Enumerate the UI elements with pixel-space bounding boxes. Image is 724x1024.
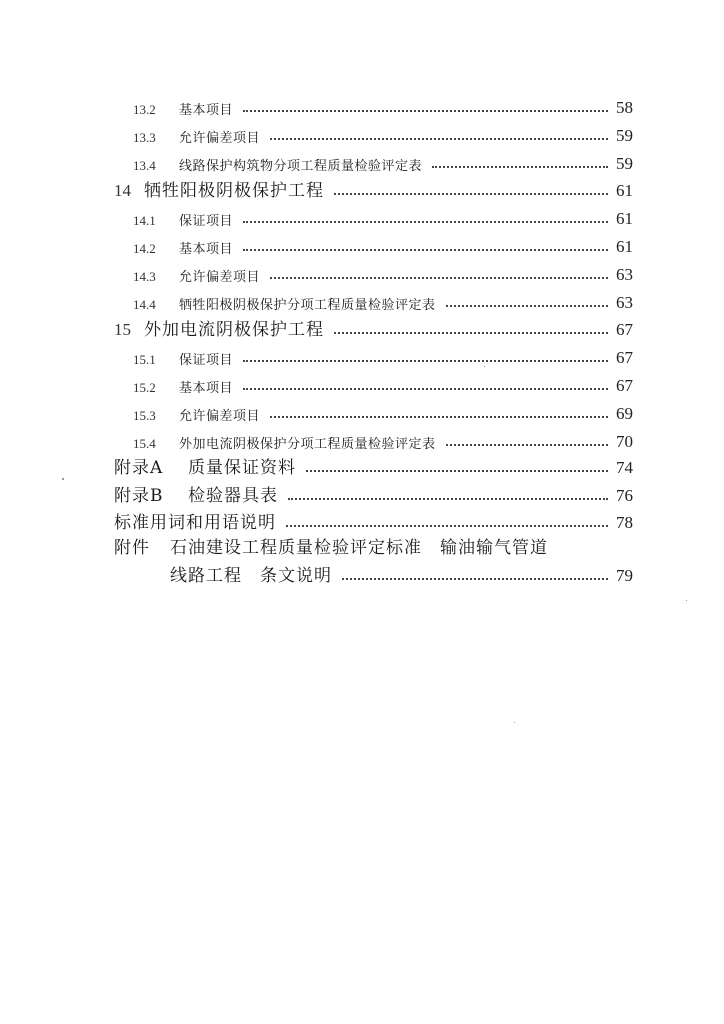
toc-entry-13-2[interactable] <box>0 94 724 118</box>
dot-leader <box>288 498 608 500</box>
dot-leader <box>270 416 608 418</box>
dot-leader <box>243 360 608 362</box>
page-number: 61 <box>616 181 633 200</box>
section-number: 14.1 <box>133 213 156 228</box>
dot-leader <box>243 221 608 223</box>
section-title: 保证项目 <box>179 214 234 229</box>
dot-leader <box>446 305 608 307</box>
section-number: 13.4 <box>133 158 156 173</box>
page-number: 59 <box>616 126 633 145</box>
page-number: 61 <box>616 209 633 228</box>
toc-entry-appendix-a[interactable] <box>0 454 724 478</box>
section-number: 15.1 <box>133 352 156 367</box>
chapter-title: 外加电流阴极保护工程 <box>144 320 324 340</box>
dot-leader <box>306 470 608 472</box>
toc-entry-terms[interactable] <box>0 509 724 533</box>
page-number: 69 <box>616 404 633 423</box>
page-number: 63 <box>616 265 633 284</box>
page-number: 70 <box>616 432 633 451</box>
toc-entry-15[interactable] <box>0 316 724 340</box>
dot-leader <box>243 249 608 251</box>
toc-entry-14-4[interactable] <box>0 289 724 313</box>
dot-leader <box>334 193 608 195</box>
section-number: 14.3 <box>133 269 156 284</box>
dot-leader <box>446 444 608 446</box>
terms-title: 标准用词和用语说明 <box>114 513 276 533</box>
dot-leader <box>342 578 608 580</box>
page-number: 74 <box>616 458 633 477</box>
toc-entry-attachment-continued[interactable] <box>0 562 724 586</box>
scan-speck <box>514 722 515 723</box>
page-number: 67 <box>616 348 633 367</box>
toc-entry-15-2[interactable] <box>0 372 724 396</box>
page-number: 76 <box>616 486 633 505</box>
attachment-title-line1: 石油建设工程质量检验评定标准 输油输气管道 <box>170 538 548 558</box>
page-number: 79 <box>616 566 633 585</box>
chapter-number: 15 <box>114 320 131 339</box>
section-title: 保证项目 <box>179 353 234 368</box>
section-number: 15.2 <box>133 380 156 395</box>
page-number: 58 <box>616 98 633 117</box>
page-number: 61 <box>616 237 633 256</box>
section-number: 15.4 <box>133 436 156 451</box>
toc-entry-15-1[interactable] <box>0 344 724 368</box>
section-number: 13.3 <box>133 130 156 145</box>
appendix-label: 附录A <box>114 458 164 478</box>
dot-leader <box>243 110 608 112</box>
page-number: 78 <box>616 513 633 532</box>
toc-entry-appendix-b[interactable] <box>0 482 724 506</box>
toc-entry-14-2[interactable] <box>0 233 724 257</box>
section-title: 允许偏差项目 <box>179 131 261 146</box>
attachment-title-line2: 线路工程 条文说明 <box>170 566 332 586</box>
dot-leader <box>286 525 608 527</box>
appendix-title: 检验器具表 <box>188 486 278 506</box>
section-number: 14.4 <box>133 297 156 312</box>
toc-entry-14-3[interactable] <box>0 261 724 285</box>
appendix-label: 附录B <box>114 486 164 506</box>
page-number: 67 <box>616 320 633 339</box>
toc-entry-15-3[interactable] <box>0 400 724 424</box>
section-title: 允许偏差项目 <box>179 270 261 285</box>
dot-leader <box>270 138 608 140</box>
section-title: 允许偏差项目 <box>179 409 261 424</box>
scan-speck <box>484 366 485 367</box>
toc-entry-attachment[interactable] <box>114 534 548 558</box>
toc-entry-14[interactable] <box>0 177 724 201</box>
dot-leader <box>334 332 608 334</box>
section-number: 14.2 <box>133 241 156 256</box>
dot-leader <box>270 277 608 279</box>
toc-entry-15-4[interactable] <box>0 428 724 452</box>
section-title: 基本项目 <box>179 381 234 396</box>
chapter-number: 14 <box>114 181 131 200</box>
page-number: 63 <box>616 293 633 312</box>
scan-speck <box>686 600 687 601</box>
dot-leader <box>432 166 608 168</box>
page-number: 67 <box>616 376 633 395</box>
toc-entry-13-4[interactable] <box>0 150 724 174</box>
section-title: 外加电流阴极保护分项工程质量检验评定表 <box>179 437 436 452</box>
toc-entry-13-3[interactable] <box>0 122 724 146</box>
section-title: 基本项目 <box>179 103 234 118</box>
attachment-label: 附件 <box>114 538 150 558</box>
section-title: 基本项目 <box>179 242 234 257</box>
appendix-title: 质量保证资料 <box>188 458 296 478</box>
scan-speck <box>62 478 64 480</box>
toc-entry-14-1[interactable] <box>0 205 724 229</box>
page-number: 59 <box>616 154 633 173</box>
section-title: 线路保护构筑物分项工程质量检验评定表 <box>179 159 423 174</box>
chapter-title: 牺牲阳极阴极保护工程 <box>144 181 324 201</box>
section-number: 15.3 <box>133 408 156 423</box>
section-number: 13.2 <box>133 102 156 117</box>
dot-leader <box>243 388 608 390</box>
section-title: 牺牲阳极阴极保护分项工程质量检验评定表 <box>179 298 436 313</box>
